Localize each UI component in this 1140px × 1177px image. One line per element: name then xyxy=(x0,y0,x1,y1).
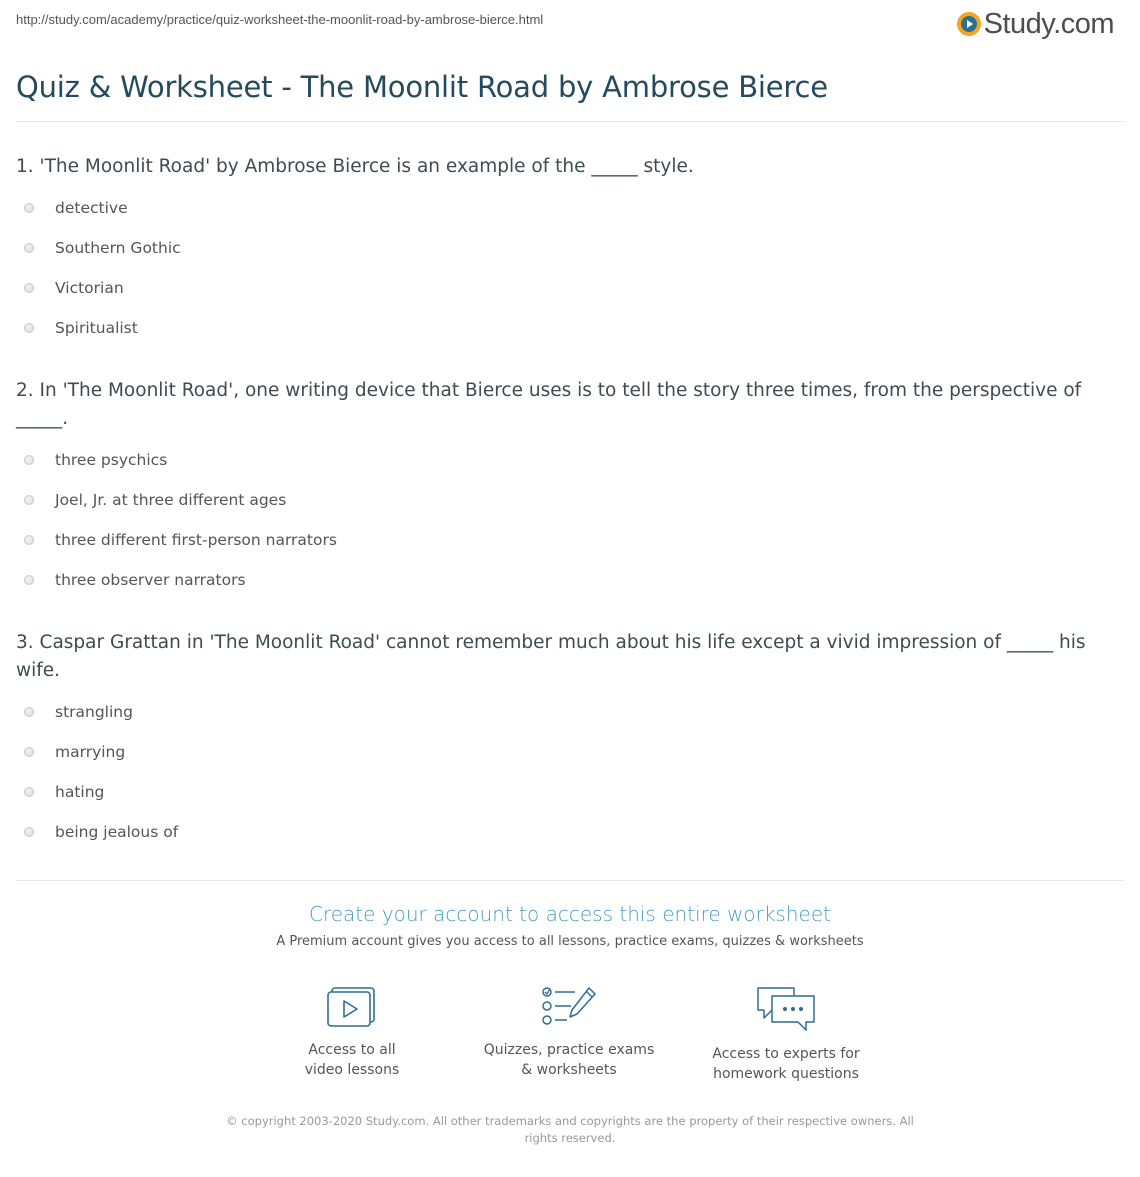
feature-label xyxy=(686,1044,886,1084)
answer-option[interactable] xyxy=(16,440,1116,480)
feature-label-line: Access to experts for xyxy=(712,1046,860,1062)
option-label: being jealous of xyxy=(55,823,179,841)
page-title: Quiz & Worksheet - The Moonlit Road by Ambrose Bierce xyxy=(16,70,828,104)
option-label: Victorian xyxy=(55,279,124,297)
radio-button[interactable] xyxy=(24,535,34,545)
feature-label-line: & worksheets xyxy=(521,1062,617,1078)
answer-option[interactable] xyxy=(16,812,1116,852)
study-logo[interactable] xyxy=(957,7,1114,41)
feature-label xyxy=(252,1040,452,1080)
title-divider xyxy=(16,121,1124,122)
option-label: three different first-person narrators xyxy=(55,531,337,549)
logo-text: Study.com xyxy=(983,8,1114,40)
radio-button[interactable] xyxy=(24,203,34,213)
question-1 xyxy=(16,153,1116,348)
radio-button[interactable] xyxy=(24,787,34,797)
answer-option[interactable] xyxy=(16,560,1116,600)
page-url: http://study.com/academy/practice/quiz-worksheet-the-moonlit-road-by-ambrose-bierce.html xyxy=(16,12,544,27)
answer-option[interactable] xyxy=(16,520,1116,560)
question-3 xyxy=(16,629,1116,852)
quiz-checklist-icon xyxy=(541,984,597,1030)
option-label: Spiritualist xyxy=(55,319,138,337)
answer-option[interactable] xyxy=(16,692,1116,732)
radio-button[interactable] xyxy=(24,323,34,333)
radio-button[interactable] xyxy=(24,455,34,465)
answer-option[interactable] xyxy=(16,188,1116,228)
answer-option[interactable] xyxy=(16,772,1116,812)
top-bar xyxy=(0,0,1140,50)
radio-button[interactable] xyxy=(24,575,34,585)
promo-subtitle: A Premium account gives you access to all lessons, practice exams, quizzes & worksheets xyxy=(276,934,864,949)
copyright-notice: © copyright 2003-2020 Study.com. All other trademarks and copyrights are the property of their respective owners. All rights reserved. xyxy=(226,1114,914,1145)
option-label: marrying xyxy=(55,743,126,761)
answer-options xyxy=(16,692,1116,852)
feature-label-line: video lessons xyxy=(304,1062,400,1078)
answer-option[interactable] xyxy=(16,268,1116,308)
promo-divider xyxy=(16,880,1124,881)
option-label: strangling xyxy=(55,703,133,721)
radio-button[interactable] xyxy=(24,747,34,757)
option-label: Joel, Jr. at three different ages xyxy=(55,491,287,509)
question-text: 1. 'The Moonlit Road' by Ambrose Bierce is an example of the _____ style. xyxy=(16,156,694,177)
radio-button[interactable] xyxy=(24,827,34,837)
option-label: Southern Gothic xyxy=(55,239,181,257)
chat-bubbles-icon xyxy=(754,984,818,1034)
radio-button[interactable] xyxy=(24,243,34,253)
feature-label-line: homework questions xyxy=(713,1066,859,1082)
answer-options xyxy=(16,188,1116,348)
option-label: three psychics xyxy=(55,451,168,469)
question-text: 2. In 'The Moonlit Road', one writing device that Bierce uses is to tell the story three times, from the perspective of _____. xyxy=(16,380,1082,429)
feature-video-lessons xyxy=(252,984,452,1080)
answer-option[interactable] xyxy=(16,732,1116,772)
radio-button[interactable] xyxy=(24,283,34,293)
video-lesson-icon xyxy=(326,984,378,1030)
option-label: detective xyxy=(55,199,128,217)
feature-label-line: Quizzes, practice exams xyxy=(483,1042,655,1058)
option-label: three observer narrators xyxy=(55,571,246,589)
play-circle-icon xyxy=(957,12,981,36)
radio-button[interactable] xyxy=(24,495,34,505)
feature-label xyxy=(469,1040,669,1080)
answer-option[interactable] xyxy=(16,228,1116,268)
radio-button[interactable] xyxy=(24,707,34,717)
option-label: hating xyxy=(55,783,105,801)
feature-label-line: Access to all xyxy=(308,1042,396,1058)
answer-option[interactable] xyxy=(16,308,1116,348)
question-text: 3. Caspar Grattan in 'The Moonlit Road' cannot remember much about his life except a vivid impression of _____ his wife. xyxy=(16,632,1086,681)
question-2 xyxy=(16,377,1116,600)
promo-title[interactable]: Create your account to access this entire worksheet xyxy=(309,902,831,926)
feature-experts xyxy=(686,984,886,1084)
answer-options xyxy=(16,440,1116,600)
answer-option[interactable] xyxy=(16,480,1116,520)
feature-quizzes xyxy=(469,984,669,1080)
